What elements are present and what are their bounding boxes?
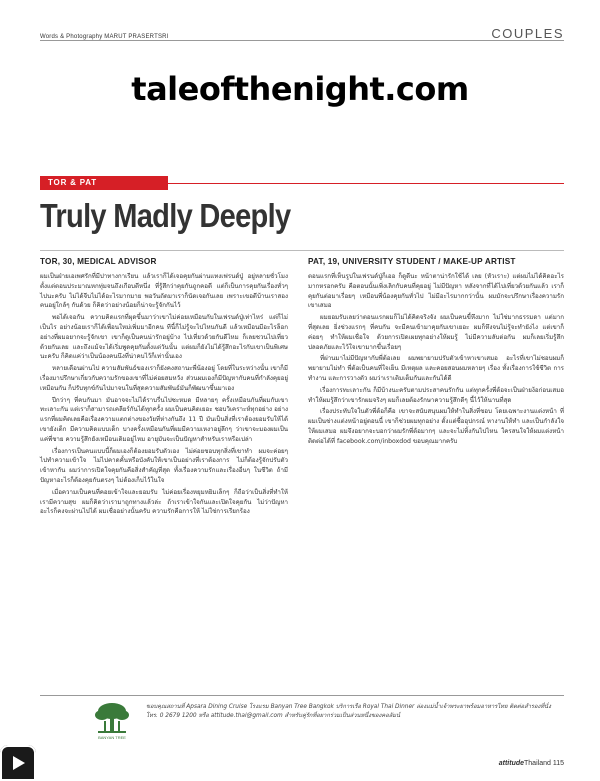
left-paragraph: เรื่องการเป็นคนแบบนี้ก็ผมเองก็ต้องยอมรับตัวเอง ไม่ค่อยชอบทุกสิ่งที่เขาทำ ผมจะค่อยๆ ไปทำความเข้าใจ ไม่ไปคาดคั้นหรือบังคับให้เขาเป็นอย่างที่เราต้องการ ไม่ก็ต้องรู้จักปรับตัวเข้าหากัน ผมว่าการเปิดใจคุยกันคือสิ่งสำคัญที่สุด ทั้งเรื่องความรักและเรื่องอื่นๆ ในชีวิต ถ้ามีปัญหาอะไรก็ต้องคุยกันตรงๆ ไม่ต้องเก็บไว้ในใจ (40, 447, 288, 484)
banyan-tree-logo (92, 701, 132, 737)
tag-divider (168, 183, 564, 184)
left-byline: TOR, 30, MEDICAL ADVISOR (40, 257, 157, 266)
site-watermark: taleofthenight.com (131, 70, 469, 108)
right-paragraph: เรื่องการทะเลาะกัน ก็มีบ้างนะครับตามประสาคนรักกัน แต่ทุกครั้งพี่ต้อจะเป็นฝ่ายง้อก่อนเสมอ ทำให้ผมรู้สึกว่าเขารักผมจริงๆ ผมก็เลยต้องรักษาความรู้สึกดีๆ นี้ไว้ให้นานที่สุด (308, 386, 564, 404)
right-paragraph: เรื่องประทับใจในตัวพี่ต้อก็คือ เขาจะสนับสนุนผมให้ทำในสิ่งที่ชอบ โดยเฉพาะงานแต่งหน้า ที่ผมเป็นช่างแต่งหน้าอยู่ตอนนี้ เขาก็ช่วยผมทุกอย่าง ตั้งแต่ซื้ออุปกรณ์ หางานให้ทำ และเป็นกำลังใจให้ผมเสมอ ผมจึงอยากจะบอกว่าผมรักพี่ต้อมากๆ และจะไม่ทิ้งกันไปไหน ใครสนใจให้ผมแต่งหน้าติดต่อได้ที่ facebook.com/inboxdod ขอบคุณมากครับ (308, 408, 564, 445)
play-button[interactable] (0, 745, 36, 781)
right-paragraph: ผมยอมรับเลยว่าตอนแรกผมก็ไม่ได้คิดจริงจัง ผมเป็นคนขี้หึงมาก ไม่ใช่มากธรรมดา แต่มากที่สุดเลย ยิ่งช่วงแรกๆ ที่คบกัน จะมีคนเข้ามาคุยกับเขาเยอะ ผมก็หึงจนไม่รู้จะทำยังไง แต่เขาก็ค่อยๆ ทำให้ผมเชื่อใจ ด้วยการเปิดเผยทุกอย่างให้ผมรู้ ไม่มีความลับต่อกัน ผมก็เลยเริ่มรู้สึกปลอดภัยและไว้ใจเขามากขึ้นเรื่อยๆ (308, 314, 564, 351)
page-header (40, 10, 564, 41)
left-paragraph: พอได้เจอกัน ความคิดแรกที่ผุดขึ้นมาว่าเขาไม่ค่อยเหมือนกับในเฟรนด์ปู่เท่าไหร่ แต่ก็ไม่เป็นไร อย่างน้อยเราก็ได้เพื่อนใหม่เพิ่มมาอีกคน ทีนี้ก็ไม่รู้จะไปไหนกันดี แล้วเหมือนมีอะไรล็อกอย่างที่ผมอยากจะรู้จักเขา เขาก็ดูเป็นคนน่ารักอยู่บ้าง ไปเที่ยวด้วยกันดีไหม ก็เลยชวนไปเที่ยวด้วยกันเลย และถึงแม้จะได้เริ่มพูดคุยกันตั้งแต่วันนั้น แต่ผมก็ยังไม่ได้รู้สึกอะไรกับเขาเป็นพิเศษนะครับ ก็คิดแค่ว่าเป็นน้องคนนึงที่น่าคบไว้ก็เท่านั้นเอง (40, 314, 288, 361)
play-icon (8, 753, 28, 773)
left-paragraph: ปีกว่าๆ ที่คบกันมา มันอาจจะไม่ได้ราบรื่นไปซะหมด มีหลายๆ ครั้งเหมือนกันที่ผมกับเขาทะเลาะกัน แต่เราก็สามารถเคลียร์กันได้ทุกครั้ง ผมเป็นคนคิดเยอะ ชอบวิเคราะห์ทุกอย่าง อย่างแรกที่ผมคิดเลยคือเรื่องความแตกต่างของวัยที่ห่างกันถึง 11 ปี มันเป็นสิ่งที่เราต้องยอมรับให้ได้ เขายังเด็ก มีความคิดแบบเด็ก บางครั้งเหมือนกันที่ผมมีความเหงาอยู่ลึกๆ ว่าเขาจะมองผมเป็นแค่พี่ชาย ความรู้สึกยังเหมือนเดิมอยู่ไหม อายุมันจะเป็นปัญหาสำหรับเราหรือเปล่า (40, 396, 288, 443)
page-number-value: 115 (552, 760, 564, 767)
page-brand-suffix: Thailand (524, 760, 551, 767)
right-paragraph: ที่ผ่านมาไม่มีปัญหากับพี่ต้อเลย ผมพยายามปรับตัวเข้าหาเขาเสมอ อะไรที่เขาไม่ชอบผมก็พยายามไม่ทำ พี่ต้อเป็นคนที่ใจเย็น มีเหตุผล และคอยสอนผมหลายๆ เรื่อง ทั้งเรื่องการใช้ชีวิต การทำงาน และการวางตัว ผมว่าเราเติมเต็มกันและกันได้ดี (308, 355, 564, 382)
left-paragraph: ผมเป็นฝ่ายเอเพศรักที่มีปาทางกาเรียน แล้วเราก็ได้เจอคุยกันผ่านแทงเฟรนด์ปู่ อยู่หลายชั่วโมง ตั้งแต่ตอนประมาณหกทุ่มจนถึงเกือบตีหนึ่ง ที่รู้สึกว่าคุยกันถูกคอดี แต่ก็เป็นการคุยกันเรื่องทั่วๆ ไปนะครับ ไม่ได้จีบไม่ได้อะไรมากมาย พอวันถัดมาเราก็นัดเจอกันเลย เพราะเขอดีบ้านเราสองคนอยู่ใกล้ๆ กันด้วย ก็คิดว่าอย่างน้อยก็น่าจะรู้จักกันไว้ (40, 273, 288, 310)
right-column (308, 257, 564, 449)
article-tag: TOR & PAT (40, 176, 168, 190)
right-byline: PAT, 19, UNIVERSITY STUDENT / MAKE-UP ARTIST (308, 257, 516, 266)
left-paragraph: เมื่อความเป็นคนที่คอยเข้าใจและยอมรับ ไม่ค่อยเรื่องหยุมหยิมเล็กๆ ก็ถือว่าเป็นสิ่งที่ทำให้เรามีความสุข ผมก็คิดว่าเรามาถูกทางแล้วล่ะ ถ้าเราเข้าใจกันและเปิดใจคุยกัน ไม่ว่าปัญหาอะไรก็คงจะผ่านไปได้ ผมเชื่ออย่างนั้นครับ ความรักคือการให้ ไม่ใช่การเรียกร้อง (40, 488, 288, 516)
venue-credit-text: ขอบคุณสถานที่ Apsara Dining Cruise โรงแรม Banyan Tree Bangkok บริการเรือ Royal Thai Dinner ล่องแม่น้ำเจ้าพระยาพร้อมอาหารไทย ติดต่อสำรองที่นั่ง โทร. 0 2679 1200 หรือ attitude.thai@gmail.com สำหรับคู่รักที่อยากร่วมเป็นส่วนหนึ่งของคอลัมน์ (146, 704, 551, 719)
headline-divider (40, 250, 564, 251)
page-brand: attitude (498, 760, 525, 767)
logo-label: BANYAN TREE (98, 735, 126, 740)
article-headline: Truly Madly Deeply (40, 197, 291, 234)
page-number (499, 760, 564, 767)
left-paragraph: หลายเดือนผ่านไป ความสัมพันธ์ของเราก็ยังคงสถานะพี่น้องอยู่ โดยที่ในระหว่างนั้น เขาก็มีเรื่องมาปรึกษาเกี่ยวกับความรักของเขาที่ไม่ค่อยสมหวัง ส่วนผมเองก็มีปัญหากับคนที่กำลังคุยอยู่เหมือนกัน ก็ปรับทุกข์กันไปมาจนในที่สุดความสัมพันธ์มันก็พัฒนาขึ้นมาเอง (40, 365, 288, 392)
right-paragraph: ตอนแรกที่เห็นรูปในเฟรนด์ปู่ก็เออ ก็ดูดีนะ หน้าตาน่ารักใช้ได้ เลย (หัวเราะ) แต่ผมไม่ได้คิดอะไรมากหรอกครับ คือตอนนั้นเพิ่งเลิกกับคนที่คุยอยู่ ไม่มีปัญหา หลังจากที่ได้ไปเที่ยวด้วยกันแล้ว เราก็คุยกันต่อมาเรื่อยๆ เหมือนพี่น้องคุยกันทั่วไป ไม่มีอะไรมากกว่านั้น ผมมักจะปรึกษาเรื่องความรักเขาเสมอ (308, 273, 564, 310)
left-column (40, 257, 288, 519)
section-title: COUPLES (491, 26, 564, 41)
photo-credit: Words & Photography MARUT PRASERTSRI (40, 34, 169, 40)
